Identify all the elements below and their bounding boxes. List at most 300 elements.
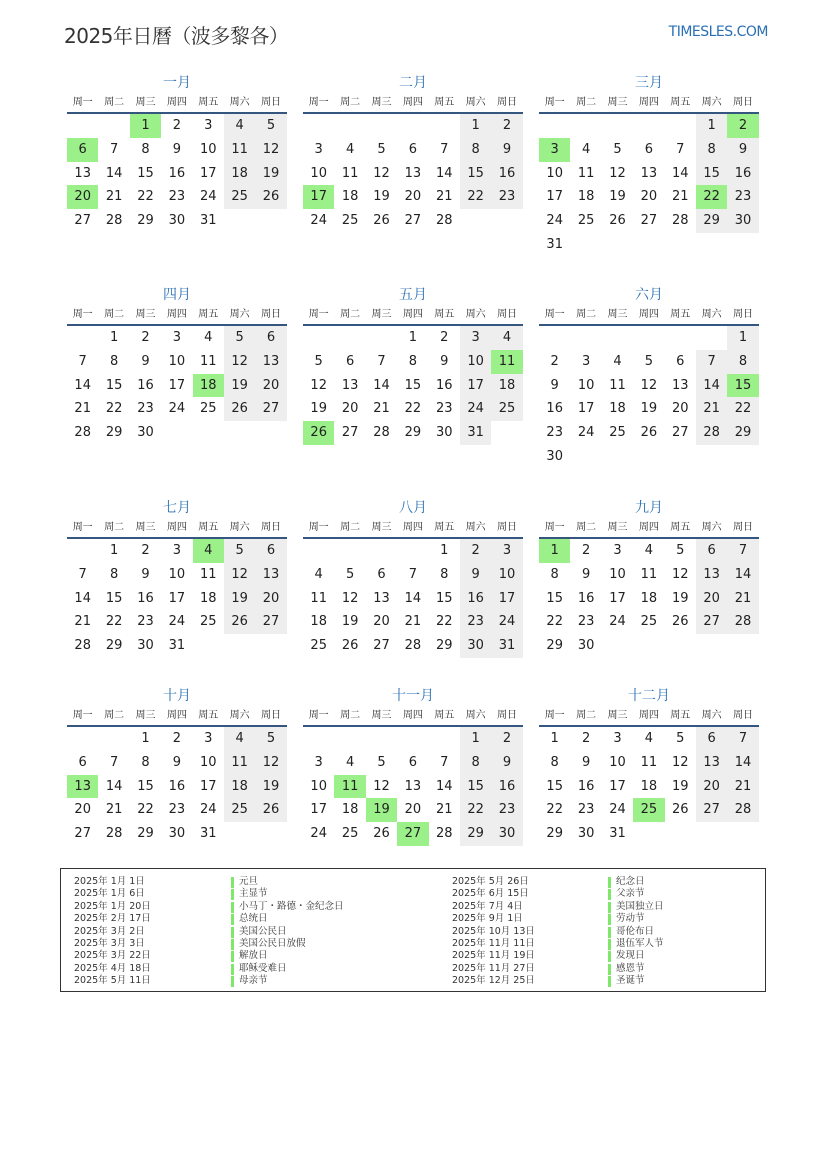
day-cell[interactable]: 2 [172, 118, 181, 133]
day-cell[interactable]: 1 [408, 330, 417, 345]
day-cell[interactable]: 17 [460, 374, 491, 398]
day-cell[interactable]: 22 [460, 798, 491, 822]
day-cell[interactable]: 29 [460, 822, 491, 846]
day-cell[interactable]: 30 [435, 425, 453, 441]
day-cell[interactable]: 22 [137, 802, 154, 818]
day-cell[interactable]: 13 [696, 563, 727, 587]
day-cell[interactable]: 10 [310, 778, 327, 794]
day-cell[interactable]: 20 [671, 401, 689, 417]
day-cell[interactable]: 23 [137, 401, 154, 417]
day-cell[interactable]: 6 [408, 141, 417, 157]
day-cell[interactable]: 15 [546, 590, 563, 606]
day-cell[interactable]: 15 [435, 590, 453, 606]
day-cell[interactable]: 27 [74, 826, 91, 842]
day-cell[interactable]: 3 [581, 353, 591, 369]
day-cell[interactable]: 1 [460, 727, 491, 751]
day-cell[interactable]: 4 [644, 543, 653, 558]
day-cell[interactable]: 6 [345, 353, 355, 369]
day-cell[interactable]: 16 [491, 162, 522, 186]
day-cell[interactable]: 28 [74, 425, 91, 441]
day-cell[interactable]: 30 [577, 826, 595, 842]
day-cell[interactable]: 23 [491, 185, 522, 209]
day-cell[interactable]: 3 [204, 731, 213, 746]
day-cell[interactable]: 5 [314, 353, 323, 369]
holiday-day-cell[interactable]: 6 [67, 138, 98, 162]
day-cell[interactable]: 29 [105, 425, 123, 441]
day-cell[interactable]: 10 [546, 165, 563, 181]
day-cell[interactable]: 8 [696, 138, 727, 162]
day-cell[interactable]: 9 [460, 563, 491, 587]
day-cell[interactable]: 17 [199, 165, 217, 181]
day-cell[interactable]: 14 [74, 377, 91, 393]
day-cell[interactable]: 14 [105, 778, 123, 794]
holiday-day-cell[interactable]: 13 [67, 775, 98, 799]
day-cell[interactable]: 26 [341, 638, 359, 654]
day-cell[interactable]: 5 [613, 141, 622, 157]
day-cell[interactable]: 25 [310, 638, 327, 654]
day-cell[interactable]: 9 [141, 566, 150, 582]
day-cell[interactable]: 8 [460, 138, 491, 162]
day-cell[interactable]: 11 [640, 566, 658, 582]
day-cell[interactable]: 11 [224, 751, 255, 775]
day-cell[interactable]: 21 [435, 802, 453, 818]
day-cell[interactable]: 20 [74, 802, 91, 818]
day-cell[interactable]: 30 [577, 638, 595, 654]
day-cell[interactable]: 20 [341, 401, 359, 417]
day-cell[interactable]: 18 [224, 162, 255, 186]
day-cell[interactable]: 14 [105, 165, 123, 181]
day-cell[interactable]: 12 [609, 165, 626, 181]
holiday-day-cell[interactable]: 20 [67, 185, 98, 209]
day-cell[interactable]: 1 [109, 543, 119, 558]
day-cell[interactable]: 18 [310, 614, 327, 630]
day-cell[interactable]: 1 [727, 326, 758, 350]
day-cell[interactable]: 29 [137, 826, 154, 842]
day-cell[interactable]: 24 [199, 802, 217, 818]
day-cell[interactable]: 19 [373, 189, 390, 205]
day-cell[interactable]: 12 [224, 350, 255, 374]
day-cell[interactable]: 30 [168, 826, 186, 842]
day-cell[interactable]: 27 [341, 425, 359, 441]
day-cell[interactable]: 2 [550, 353, 559, 369]
day-cell[interactable]: 2 [491, 114, 522, 138]
day-cell[interactable]: 17 [577, 401, 595, 417]
day-cell[interactable]: 31 [546, 236, 563, 252]
day-cell[interactable]: 23 [168, 802, 186, 818]
day-cell[interactable]: 5 [377, 754, 386, 770]
holiday-day-cell[interactable]: 17 [303, 185, 334, 209]
day-cell[interactable]: 17 [168, 590, 186, 606]
day-cell[interactable]: 3 [204, 118, 213, 133]
day-cell[interactable]: 20 [373, 614, 390, 630]
day-cell[interactable]: 4 [345, 141, 355, 157]
holiday-day-cell[interactable]: 15 [727, 374, 758, 398]
day-cell[interactable]: 2 [491, 727, 522, 751]
holiday-day-cell[interactable]: 11 [491, 350, 522, 374]
day-cell[interactable]: 21 [74, 401, 91, 417]
day-cell[interactable]: 21 [727, 587, 758, 611]
day-cell[interactable]: 29 [435, 638, 453, 654]
day-cell[interactable]: 27 [404, 213, 422, 229]
day-cell[interactable]: 21 [105, 189, 123, 205]
day-cell[interactable]: 12 [341, 590, 359, 606]
day-cell[interactable]: 9 [172, 754, 181, 770]
day-cell[interactable]: 14 [404, 590, 422, 606]
day-cell[interactable]: 13 [696, 751, 727, 775]
day-cell[interactable]: 16 [727, 162, 758, 186]
day-cell[interactable]: 25 [199, 614, 217, 630]
day-cell[interactable]: 7 [440, 141, 449, 157]
holiday-day-cell[interactable]: 26 [303, 421, 334, 445]
day-cell[interactable]: 4 [613, 353, 622, 369]
holiday-day-cell[interactable]: 18 [193, 374, 224, 398]
day-cell[interactable]: 13 [341, 377, 359, 393]
day-cell[interactable]: 8 [440, 566, 449, 582]
day-cell[interactable]: 19 [609, 189, 626, 205]
holiday-day-cell[interactable]: 22 [696, 185, 727, 209]
day-cell[interactable]: 6 [644, 141, 653, 157]
day-cell[interactable]: 23 [727, 185, 758, 209]
day-cell[interactable]: 7 [440, 754, 449, 770]
day-cell[interactable]: 24 [577, 425, 595, 441]
day-cell[interactable]: 13 [640, 165, 658, 181]
day-cell[interactable]: 13 [255, 350, 286, 374]
day-cell[interactable]: 15 [460, 775, 491, 799]
day-cell[interactable]: 2 [440, 330, 449, 345]
day-cell[interactable]: 14 [727, 563, 758, 587]
day-cell[interactable]: 16 [577, 778, 595, 794]
day-cell[interactable]: 12 [310, 377, 327, 393]
day-cell[interactable]: 24 [310, 213, 327, 229]
day-cell[interactable]: 19 [671, 590, 689, 606]
day-cell[interactable]: 23 [137, 614, 154, 630]
day-cell[interactable]: 13 [671, 377, 689, 393]
day-cell[interactable]: 10 [577, 377, 595, 393]
day-cell[interactable]: 5 [377, 141, 386, 157]
day-cell[interactable]: 27 [255, 610, 286, 634]
day-cell[interactable]: 11 [199, 353, 217, 369]
day-cell[interactable]: 15 [460, 162, 491, 186]
day-cell[interactable]: 10 [168, 353, 186, 369]
day-cell[interactable]: 22 [137, 189, 154, 205]
day-cell[interactable]: 12 [224, 563, 255, 587]
day-cell[interactable]: 28 [435, 213, 453, 229]
day-cell[interactable]: 25 [199, 401, 217, 417]
day-cell[interactable]: 4 [224, 727, 255, 751]
day-cell[interactable]: 27 [696, 610, 727, 634]
day-cell[interactable]: 26 [671, 802, 689, 818]
day-cell[interactable]: 14 [696, 374, 727, 398]
day-cell[interactable]: 13 [373, 590, 390, 606]
day-cell[interactable]: 11 [609, 377, 626, 393]
day-cell[interactable]: 31 [199, 826, 217, 842]
day-cell[interactable]: 5 [255, 727, 286, 751]
day-cell[interactable]: 18 [341, 802, 359, 818]
day-cell[interactable]: 18 [609, 401, 626, 417]
day-cell[interactable]: 8 [109, 353, 119, 369]
day-cell[interactable]: 26 [640, 425, 658, 441]
holiday-day-cell[interactable]: 25 [633, 798, 664, 822]
day-cell[interactable]: 25 [640, 614, 658, 630]
day-cell[interactable]: 9 [727, 138, 758, 162]
day-cell[interactable]: 25 [224, 185, 255, 209]
day-cell[interactable]: 22 [404, 401, 422, 417]
day-cell[interactable]: 29 [696, 209, 727, 233]
day-cell[interactable]: 23 [435, 401, 453, 417]
holiday-day-cell[interactable]: 1 [539, 539, 570, 563]
day-cell[interactable]: 30 [137, 425, 154, 441]
day-cell[interactable]: 16 [546, 401, 563, 417]
day-cell[interactable]: 5 [255, 114, 286, 138]
day-cell[interactable]: 11 [640, 754, 658, 770]
day-cell[interactable]: 21 [671, 189, 689, 205]
day-cell[interactable]: 19 [671, 778, 689, 794]
day-cell[interactable]: 6 [696, 539, 727, 563]
day-cell[interactable]: 1 [440, 543, 449, 558]
day-cell[interactable]: 4 [314, 566, 323, 582]
day-cell[interactable]: 15 [546, 778, 563, 794]
day-cell[interactable]: 20 [696, 775, 727, 799]
day-cell[interactable]: 19 [640, 401, 658, 417]
day-cell[interactable]: 22 [105, 401, 123, 417]
day-cell[interactable]: 18 [341, 189, 359, 205]
day-cell[interactable]: 5 [345, 566, 355, 582]
day-cell[interactable]: 19 [255, 775, 286, 799]
day-cell[interactable]: 11 [199, 566, 217, 582]
day-cell[interactable]: 10 [310, 165, 327, 181]
day-cell[interactable]: 22 [105, 614, 123, 630]
day-cell[interactable]: 9 [550, 377, 559, 393]
day-cell[interactable]: 14 [74, 590, 91, 606]
day-cell[interactable]: 7 [408, 566, 417, 582]
day-cell[interactable]: 11 [341, 165, 359, 181]
day-cell[interactable]: 24 [609, 802, 626, 818]
day-cell[interactable]: 19 [255, 162, 286, 186]
day-cell[interactable]: 18 [491, 374, 522, 398]
day-cell[interactable]: 8 [141, 754, 150, 770]
day-cell[interactable]: 31 [609, 826, 626, 842]
day-cell[interactable]: 20 [255, 374, 286, 398]
day-cell[interactable]: 30 [137, 638, 154, 654]
holiday-day-cell[interactable]: 27 [397, 822, 428, 846]
day-cell[interactable]: 6 [408, 754, 417, 770]
day-cell[interactable]: 10 [460, 350, 491, 374]
day-cell[interactable]: 24 [168, 401, 186, 417]
day-cell[interactable]: 25 [491, 397, 522, 421]
day-cell[interactable]: 9 [172, 141, 181, 157]
day-cell[interactable]: 23 [577, 614, 595, 630]
day-cell[interactable]: 14 [727, 751, 758, 775]
holiday-day-cell[interactable]: 3 [539, 138, 570, 162]
day-cell[interactable]: 3 [613, 731, 622, 746]
day-cell[interactable]: 2 [460, 539, 491, 563]
day-cell[interactable]: 24 [491, 610, 522, 634]
day-cell[interactable]: 29 [546, 826, 563, 842]
day-cell[interactable]: 27 [696, 798, 727, 822]
day-cell[interactable]: 16 [168, 165, 186, 181]
day-cell[interactable]: 12 [671, 566, 689, 582]
day-cell[interactable]: 6 [255, 539, 286, 563]
day-cell[interactable]: 6 [78, 754, 87, 770]
day-cell[interactable]: 2 [141, 330, 150, 345]
day-cell[interactable]: 1 [460, 114, 491, 138]
day-cell[interactable]: 9 [440, 353, 449, 369]
day-cell[interactable]: 20 [255, 587, 286, 611]
day-cell[interactable]: 31 [491, 634, 522, 658]
site-logo[interactable]: TIMESLES.COM [668, 24, 768, 40]
day-cell[interactable]: 19 [224, 374, 255, 398]
day-cell[interactable]: 10 [168, 566, 186, 582]
day-cell[interactable]: 22 [546, 614, 563, 630]
day-cell[interactable]: 19 [224, 587, 255, 611]
day-cell[interactable]: 25 [577, 213, 595, 229]
day-cell[interactable]: 8 [550, 566, 559, 582]
day-cell[interactable]: 8 [460, 751, 491, 775]
holiday-day-cell[interactable]: 19 [366, 798, 397, 822]
day-cell[interactable]: 28 [105, 826, 123, 842]
day-cell[interactable]: 25 [609, 425, 626, 441]
day-cell[interactable]: 18 [199, 590, 217, 606]
day-cell[interactable]: 15 [105, 590, 123, 606]
day-cell[interactable]: 11 [577, 165, 595, 181]
day-cell[interactable]: 28 [373, 425, 390, 441]
day-cell[interactable]: 20 [404, 802, 422, 818]
day-cell[interactable]: 7 [696, 350, 727, 374]
day-cell[interactable]: 22 [546, 802, 563, 818]
day-cell[interactable]: 30 [168, 213, 186, 229]
day-cell[interactable]: 26 [255, 798, 286, 822]
day-cell[interactable]: 17 [310, 802, 327, 818]
day-cell[interactable]: 24 [168, 614, 186, 630]
day-cell[interactable]: 21 [696, 397, 727, 421]
day-cell[interactable]: 7 [727, 727, 758, 751]
day-cell[interactable]: 15 [105, 377, 123, 393]
day-cell[interactable]: 10 [491, 563, 522, 587]
day-cell[interactable]: 12 [671, 754, 689, 770]
day-cell[interactable]: 4 [224, 114, 255, 138]
day-cell[interactable]: 9 [491, 138, 522, 162]
day-cell[interactable]: 8 [109, 566, 119, 582]
day-cell[interactable]: 12 [373, 165, 390, 181]
holiday-day-cell[interactable]: 11 [334, 775, 365, 799]
day-cell[interactable]: 14 [671, 165, 689, 181]
day-cell[interactable]: 3 [460, 326, 491, 350]
day-cell[interactable]: 23 [491, 798, 522, 822]
day-cell[interactable]: 23 [546, 425, 563, 441]
day-cell[interactable]: 28 [727, 798, 758, 822]
day-cell[interactable]: 13 [404, 778, 422, 794]
day-cell[interactable]: 14 [435, 778, 453, 794]
day-cell[interactable]: 8 [550, 754, 559, 770]
day-cell[interactable]: 27 [640, 213, 658, 229]
day-cell[interactable]: 9 [491, 751, 522, 775]
day-cell[interactable]: 29 [137, 213, 154, 229]
day-cell[interactable]: 5 [676, 731, 685, 746]
day-cell[interactable]: 6 [255, 326, 286, 350]
day-cell[interactable]: 14 [373, 377, 390, 393]
day-cell[interactable]: 18 [640, 590, 658, 606]
day-cell[interactable]: 26 [224, 610, 255, 634]
day-cell[interactable]: 28 [74, 638, 91, 654]
day-cell[interactable]: 27 [373, 638, 390, 654]
day-cell[interactable]: 16 [435, 377, 453, 393]
day-cell[interactable]: 28 [105, 213, 123, 229]
day-cell[interactable]: 3 [491, 539, 522, 563]
day-cell[interactable]: 1 [109, 330, 119, 345]
day-cell[interactable]: 18 [224, 775, 255, 799]
day-cell[interactable]: 10 [199, 141, 217, 157]
day-cell[interactable]: 3 [314, 754, 323, 770]
day-cell[interactable]: 17 [199, 778, 217, 794]
day-cell[interactable]: 24 [199, 189, 217, 205]
day-cell[interactable]: 31 [460, 421, 491, 445]
day-cell[interactable]: 30 [546, 448, 563, 464]
day-cell[interactable]: 22 [460, 185, 491, 209]
day-cell[interactable]: 27 [255, 397, 286, 421]
day-cell[interactable]: 2 [172, 731, 181, 746]
day-cell[interactable]: 31 [199, 213, 217, 229]
day-cell[interactable]: 29 [727, 421, 758, 445]
day-cell[interactable]: 28 [696, 421, 727, 445]
day-cell[interactable]: 23 [168, 189, 186, 205]
day-cell[interactable]: 17 [609, 778, 626, 794]
day-cell[interactable]: 6 [377, 566, 386, 582]
day-cell[interactable]: 21 [435, 189, 453, 205]
day-cell[interactable]: 19 [341, 614, 359, 630]
day-cell[interactable]: 16 [137, 590, 154, 606]
day-cell[interactable]: 20 [696, 587, 727, 611]
day-cell[interactable]: 15 [404, 377, 422, 393]
day-cell[interactable]: 1 [550, 731, 559, 746]
day-cell[interactable]: 8 [141, 141, 150, 157]
day-cell[interactable]: 30 [727, 209, 758, 233]
day-cell[interactable]: 26 [671, 614, 689, 630]
day-cell[interactable]: 15 [137, 165, 154, 181]
day-cell[interactable]: 7 [676, 141, 685, 157]
day-cell[interactable]: 22 [727, 397, 758, 421]
holiday-day-cell[interactable]: 2 [727, 114, 758, 138]
day-cell[interactable]: 25 [341, 213, 359, 229]
day-cell[interactable]: 17 [546, 189, 563, 205]
day-cell[interactable]: 23 [577, 802, 595, 818]
day-cell[interactable]: 21 [373, 401, 390, 417]
day-cell[interactable]: 28 [727, 610, 758, 634]
day-cell[interactable]: 16 [137, 377, 154, 393]
day-cell[interactable]: 16 [460, 587, 491, 611]
day-cell[interactable]: 16 [577, 590, 595, 606]
day-cell[interactable]: 24 [609, 614, 626, 630]
day-cell[interactable]: 8 [727, 350, 758, 374]
day-cell[interactable]: 3 [172, 330, 181, 345]
day-cell[interactable]: 27 [671, 425, 689, 441]
day-cell[interactable]: 26 [373, 213, 390, 229]
day-cell[interactable]: 20 [640, 189, 658, 205]
day-cell[interactable]: 5 [644, 353, 653, 369]
day-cell[interactable]: 12 [255, 138, 286, 162]
day-cell[interactable]: 8 [408, 353, 417, 369]
day-cell[interactable]: 29 [105, 638, 123, 654]
day-cell[interactable]: 9 [141, 353, 150, 369]
day-cell[interactable]: 6 [696, 727, 727, 751]
day-cell[interactable]: 7 [109, 141, 119, 157]
day-cell[interactable]: 7 [78, 566, 87, 582]
day-cell[interactable]: 28 [671, 213, 689, 229]
day-cell[interactable]: 17 [609, 590, 626, 606]
day-cell[interactable]: 29 [546, 638, 563, 654]
day-cell[interactable]: 26 [373, 826, 390, 842]
day-cell[interactable]: 4 [581, 141, 591, 157]
day-cell[interactable]: 7 [109, 754, 119, 770]
